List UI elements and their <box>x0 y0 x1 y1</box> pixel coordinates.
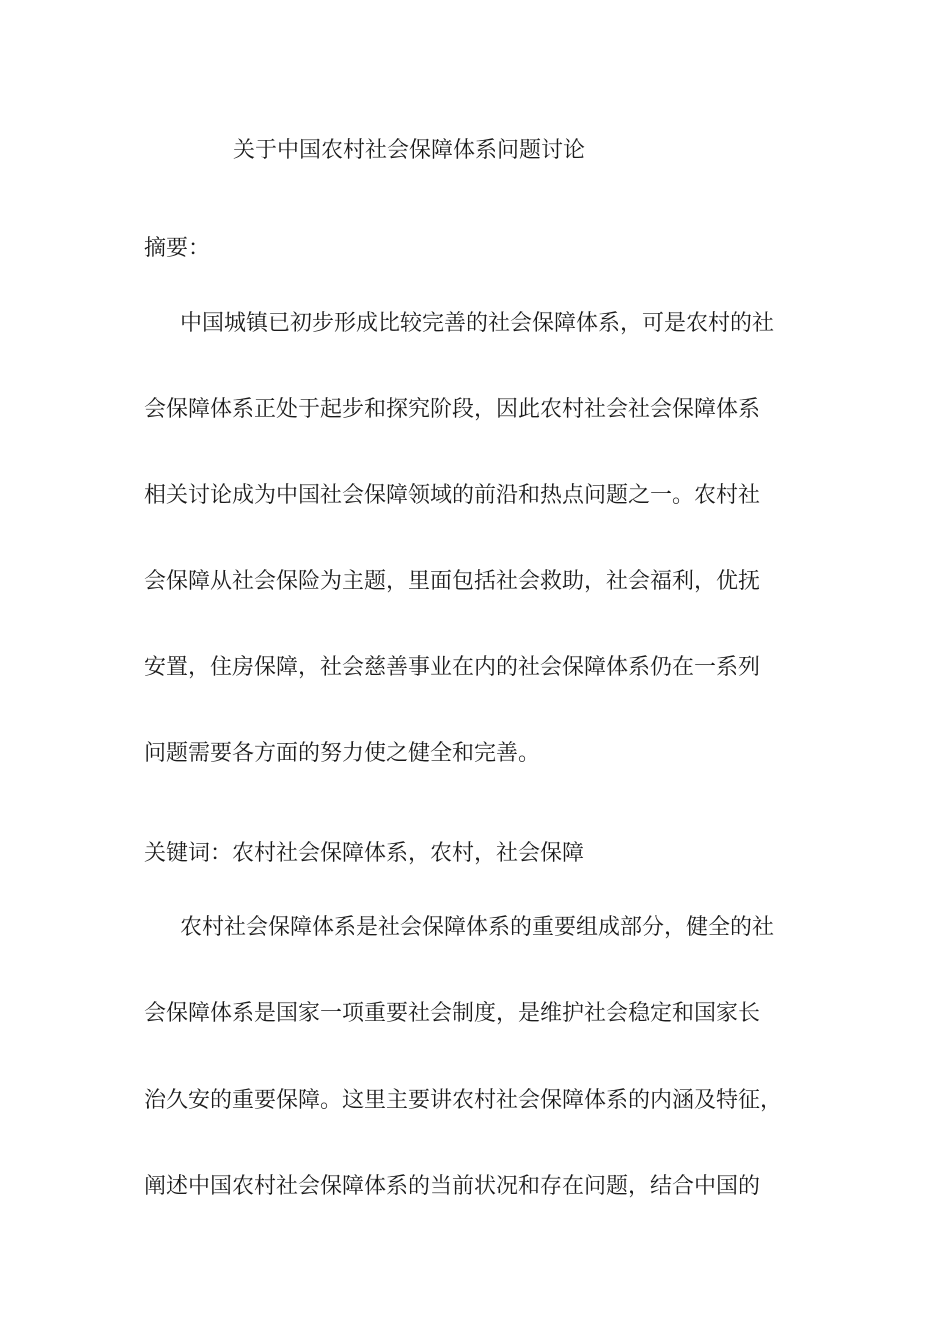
document-title: 关于中国农村社会保障体系问题讨论 <box>233 138 586 163</box>
abstract-line: 会保障从社会保险为主题，里面包括社会救助，社会福利，优抚 <box>144 569 761 594</box>
abstract-line: 相关讨论成为中国社会保障领域的前沿和热点问题之一。农村社 <box>144 483 761 508</box>
abstract-line: 问题需要各方面的努力使之健全和完善。 <box>144 741 541 766</box>
keywords-line: 关键词：农村社会保障体系，农村，社会保障 <box>144 841 585 866</box>
body-line: 阐述中国农村社会保障体系的当前状况和存在问题，结合中国的 <box>144 1174 761 1199</box>
abstract-line: 会保障体系正处于起步和探究阶段，因此农村社会社会保障体系 <box>144 397 761 422</box>
body-line: 治久安的重要保障。这里主要讲农村社会保障体系的内涵及特征， <box>144 1088 783 1113</box>
abstract-heading: 摘要： <box>144 236 211 261</box>
abstract-line: 安置，住房保障，社会慈善事业在内的社会保障体系仍在一系列 <box>144 655 761 680</box>
body-line: 会保障体系是国家一项重要社会制度，是维护社会稳定和国家长 <box>144 1001 761 1026</box>
body-line: 农村社会保障体系是社会保障体系的重要组成部分，健全的社 <box>180 915 775 940</box>
abstract-line: 中国城镇已初步形成比较完善的社会保障体系，可是农村的社 <box>180 311 775 336</box>
